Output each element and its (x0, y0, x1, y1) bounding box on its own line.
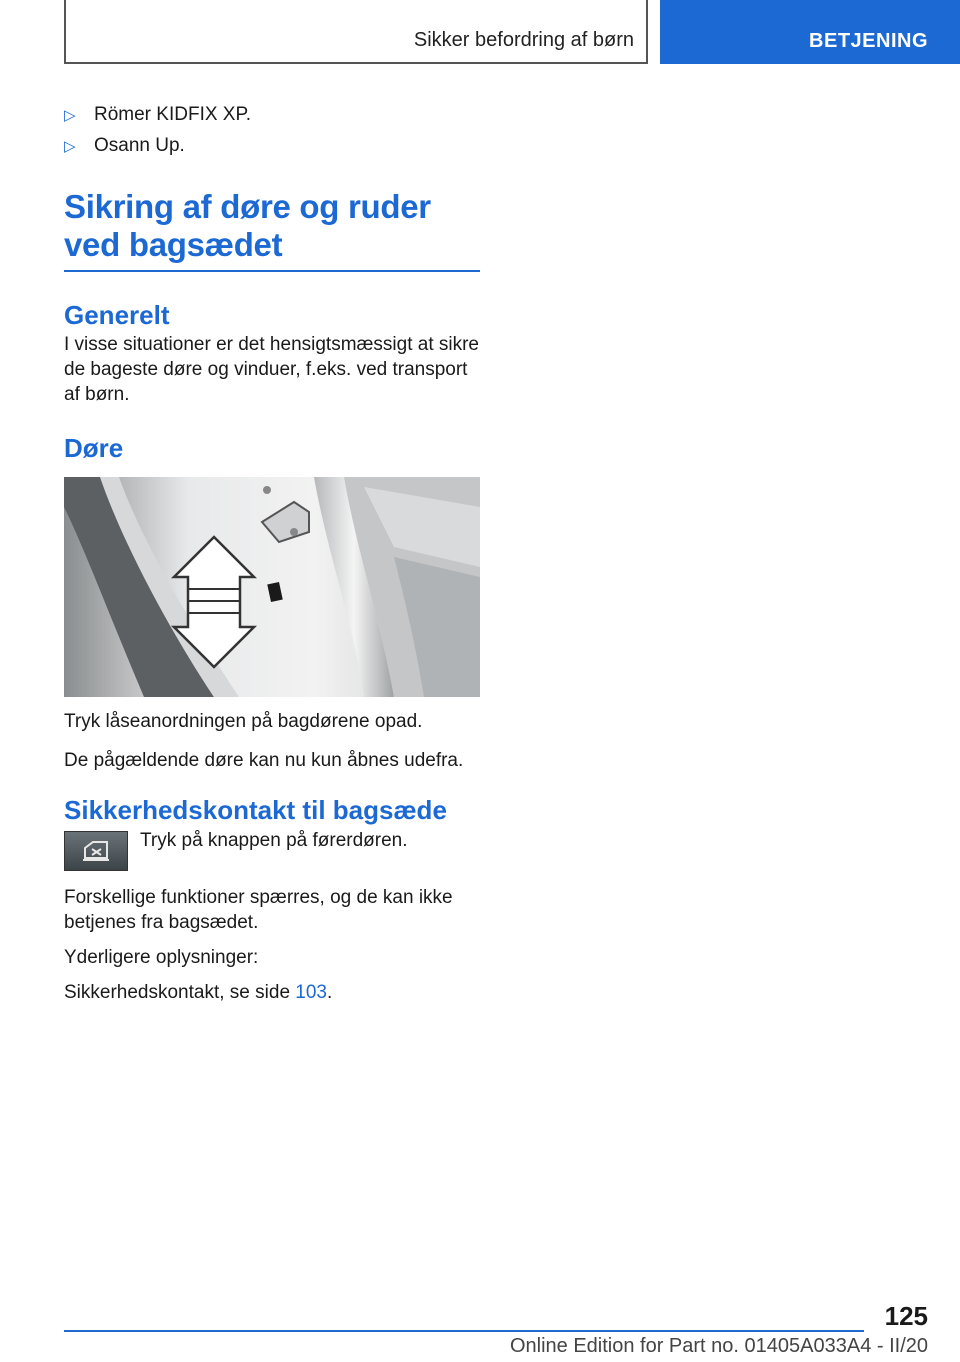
section-heading-general: Generelt (64, 300, 170, 330)
window-lock-button-icon (64, 831, 128, 871)
list-item (64, 131, 480, 162)
header-chapter-title: BETJENING (809, 30, 928, 52)
list-item (64, 100, 480, 131)
doors-caption-2: De pågældende døre kan nu kun åbnes udefra. (64, 750, 464, 771)
section-heading-safety-switch: Sikkerhedskontakt til bagsæde (64, 795, 447, 825)
header-chapter-box (660, 0, 960, 64)
bullet-triangle-icon: ▷ (64, 107, 76, 124)
door-lock-image (64, 477, 480, 697)
page-content (64, 100, 480, 1005)
section-heading-doors: Døre (64, 433, 124, 463)
header-section-title: Sikker befordring af børn (413, 29, 634, 51)
page-number: 125 (884, 1301, 928, 1331)
safety-switch-instruction (64, 831, 480, 871)
safety-switch-text-1: Forskellige funktioner spærres, og de kan ikke betjenes fra bagsædet. (64, 887, 453, 933)
page-title: Sikring af døre og ruder ved bagsædet (64, 188, 480, 272)
page-reference-link[interactable]: 103 (295, 982, 327, 1003)
footer-edition: Online Edition for Part no. 01405A033A4 - II/20 (509, 1335, 928, 1357)
reference-end: . (327, 982, 333, 1003)
reference-text: Sikkerhedskontakt, se side (64, 982, 296, 1003)
header-section-box (64, 0, 648, 64)
safety-switch-reference (64, 980, 480, 1005)
footer-divider (64, 1330, 864, 1332)
list-item-text: Osann Up. (94, 135, 185, 156)
door-lock-illustration (64, 477, 480, 697)
list-item-text: Römer KIDFIX XP. (94, 104, 251, 125)
general-text: I visse situationer er det hensigtsmæssigt at sikre de bageste døre og vinduer, f.eks. ved transport af børn. (64, 334, 480, 405)
doors-caption-1: Tryk låseanordningen på bagdørene opad. (64, 711, 423, 732)
safety-switch-instruction-text: Tryk på knappen på førerdøren. (140, 830, 408, 851)
bullet-triangle-icon: ▷ (64, 138, 76, 155)
safety-switch-text-2: Yderligere oplysninger: (64, 947, 259, 968)
